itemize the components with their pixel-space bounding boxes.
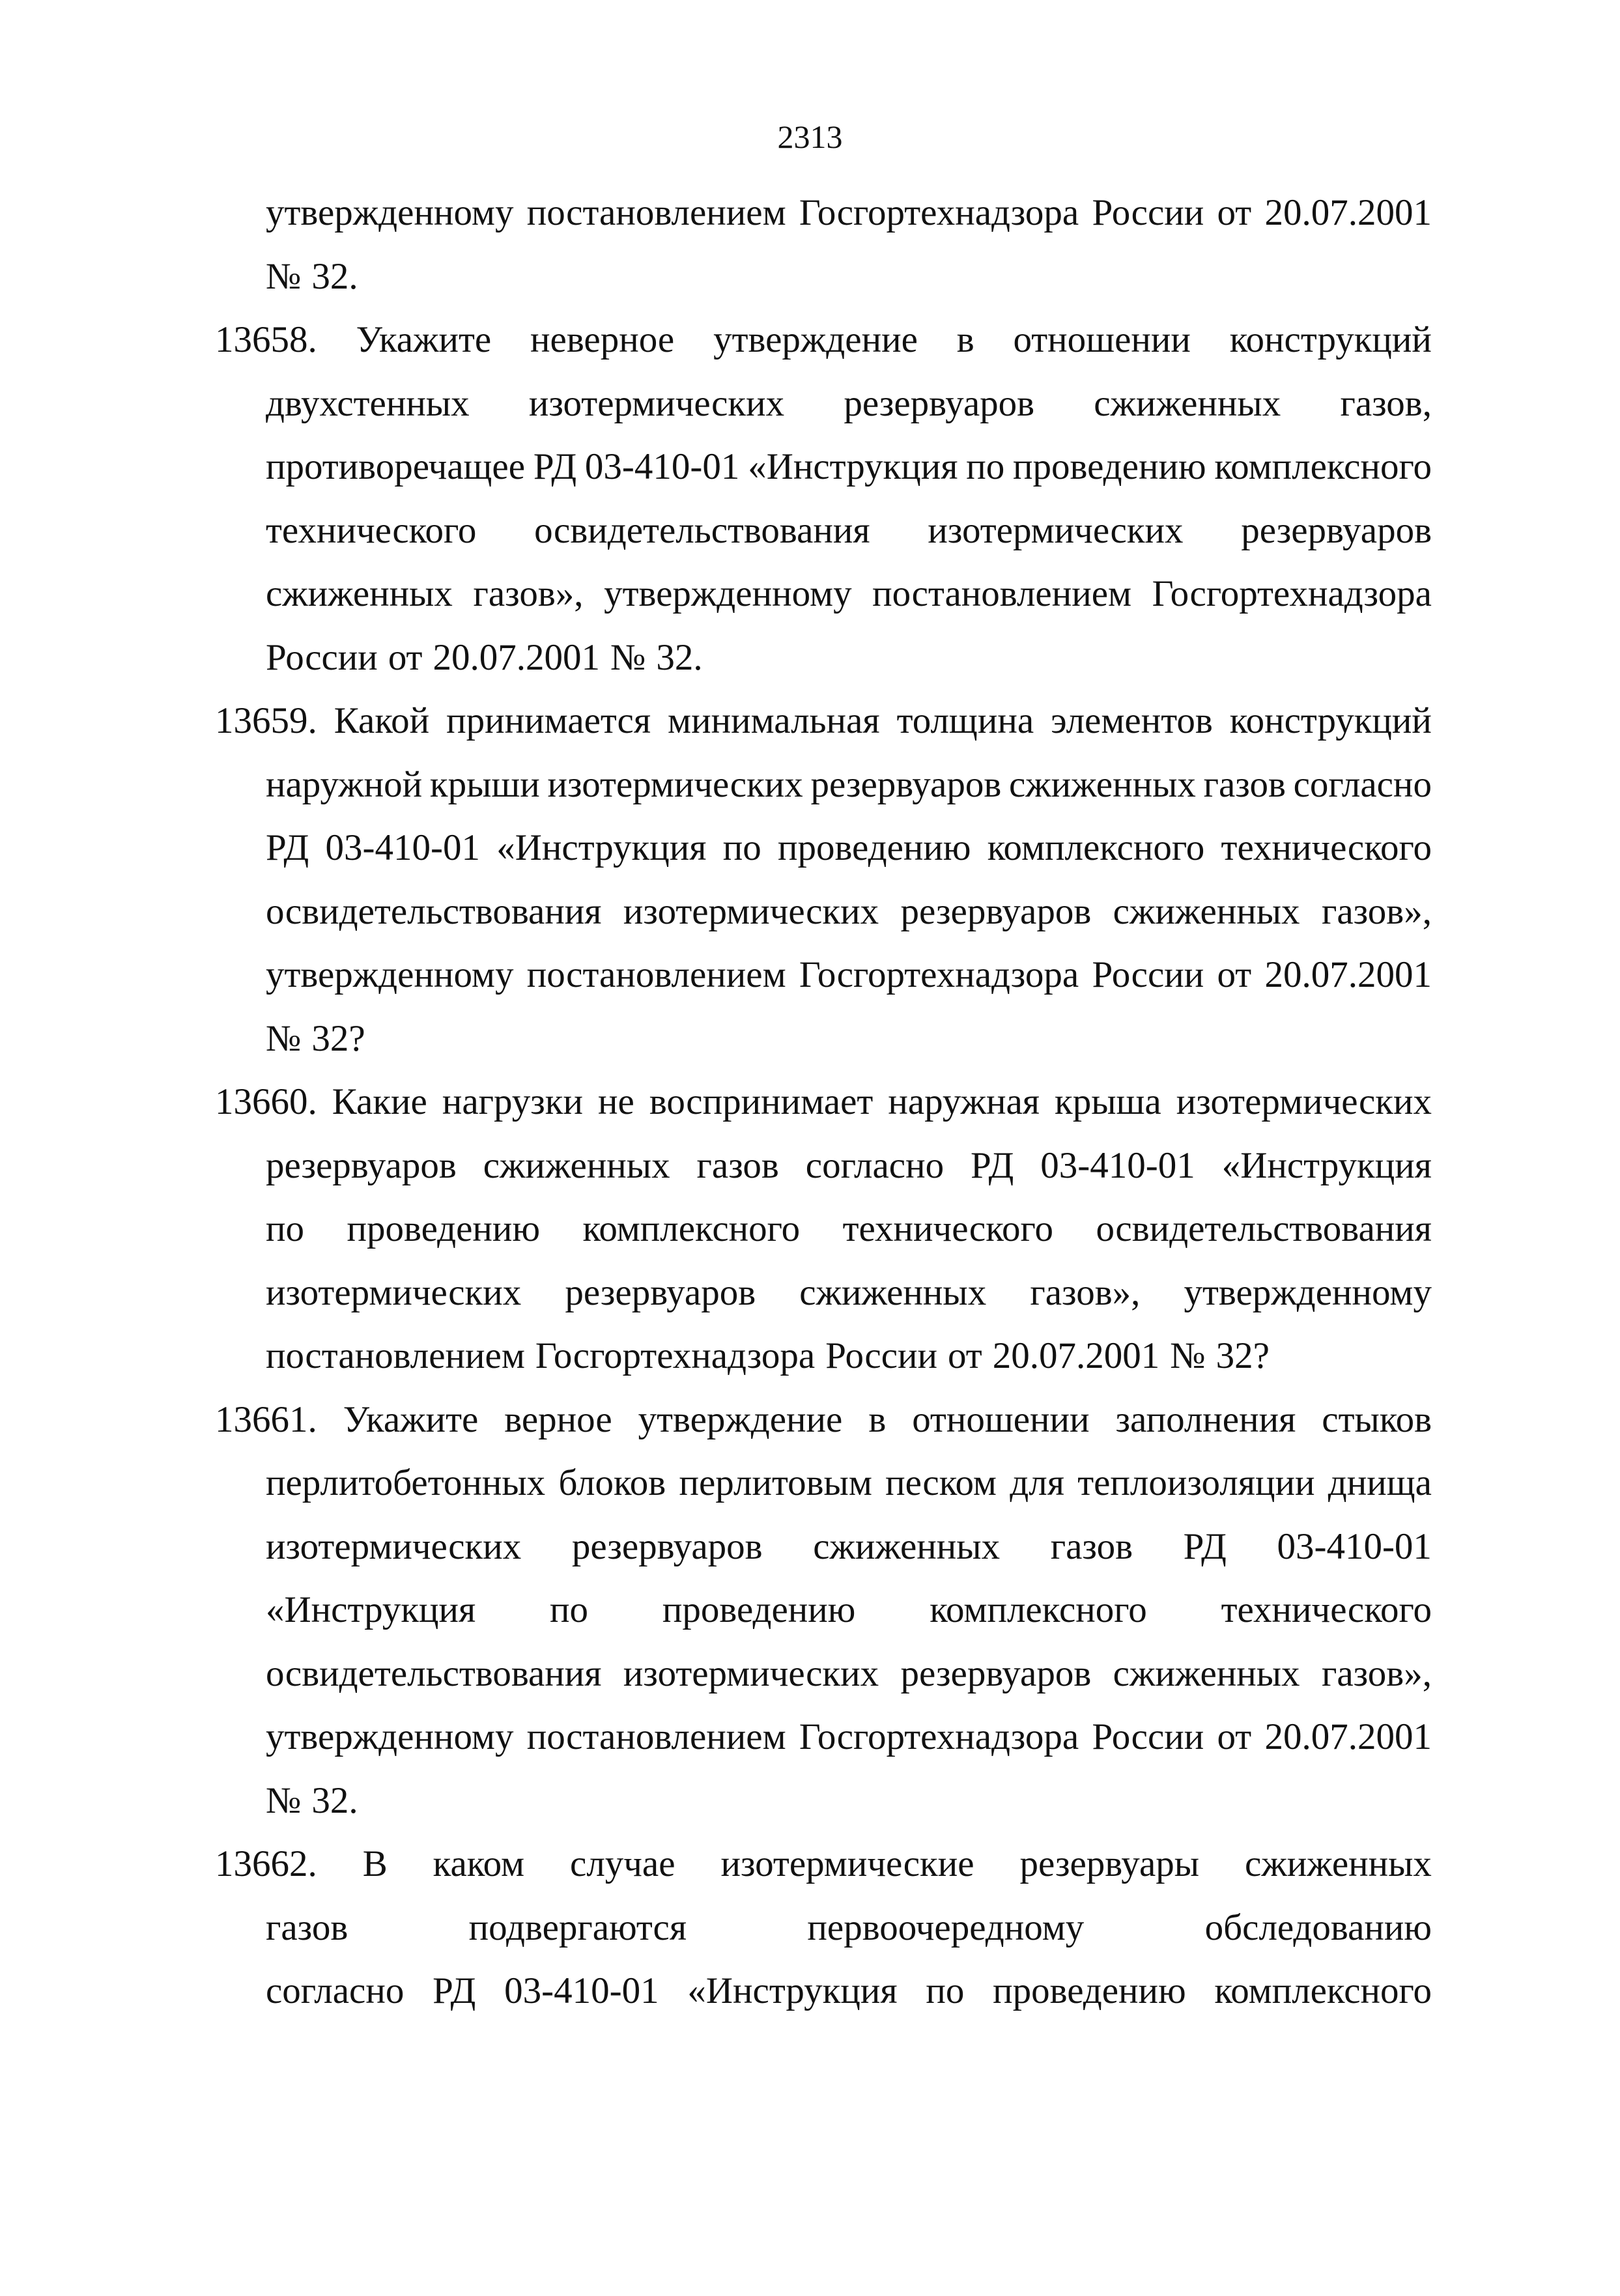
- word: утвержденному: [266, 954, 514, 995]
- word: перлитовым: [679, 1462, 872, 1503]
- document-body: [215, 181, 1432, 2023]
- word: в: [956, 319, 974, 360]
- word: газов»,: [1030, 1271, 1141, 1313]
- word: сжиженных: [1113, 1652, 1300, 1694]
- word: 32?: [1215, 1335, 1270, 1376]
- word: сжиженных: [483, 1144, 670, 1186]
- word: резервуаров: [565, 1271, 756, 1313]
- word: в: [868, 1398, 887, 1440]
- word: газов: [266, 1906, 348, 1948]
- word: газов: [1050, 1525, 1133, 1567]
- word: Госгортехнадзора: [535, 1335, 816, 1376]
- text-line: [215, 880, 1432, 944]
- word: сжиженных: [799, 1271, 987, 1313]
- word: наружная: [888, 1081, 1040, 1122]
- word: изотермических: [266, 1525, 522, 1567]
- word: утвержденному: [604, 573, 852, 614]
- word: стыков: [1322, 1398, 1432, 1440]
- page-number: 2313: [777, 119, 843, 155]
- text-line: [215, 753, 1432, 817]
- word: комплексного: [987, 827, 1205, 868]
- word: 03-410-01: [1040, 1144, 1195, 1186]
- word: резервуаров: [266, 1144, 457, 1186]
- word: не: [598, 1081, 634, 1122]
- word: постановлением: [526, 192, 786, 233]
- word: №: [266, 1017, 302, 1059]
- word: 32?: [311, 1017, 365, 1059]
- word: случае: [570, 1843, 675, 1884]
- text-line: [215, 245, 1432, 309]
- word: по: [966, 446, 1005, 487]
- word: сжиженных: [1008, 763, 1196, 805]
- text-line: [215, 1324, 1432, 1388]
- text-line: [215, 1070, 1432, 1134]
- word: комплексного: [1214, 446, 1432, 487]
- word: комплексного: [582, 1208, 801, 1249]
- word: проведению: [662, 1589, 856, 1630]
- word: днища: [1328, 1462, 1432, 1503]
- word: «Инструкция: [1221, 1144, 1432, 1186]
- word: по: [926, 1970, 965, 2011]
- word: технического: [1221, 1589, 1432, 1630]
- text-line: [215, 1896, 1432, 1960]
- text-line: [215, 308, 1432, 372]
- word: 03-410-01: [584, 446, 740, 487]
- text-line: [215, 372, 1432, 436]
- word: изотермических: [928, 509, 1184, 551]
- word: газов»,: [473, 573, 584, 614]
- word: неверное: [530, 319, 675, 360]
- word: подвергаются: [468, 1906, 687, 1948]
- word: «Инструкция: [266, 1589, 476, 1630]
- word: постановлением: [526, 954, 786, 995]
- word: песком: [885, 1462, 997, 1503]
- word: сжиженных: [266, 573, 453, 614]
- text-line: [215, 626, 1432, 690]
- word: газов: [696, 1144, 779, 1186]
- text-line: [215, 1261, 1432, 1325]
- word: 20.07.2001: [433, 636, 600, 678]
- word: воспринимает: [649, 1081, 874, 1122]
- word: изотермических: [623, 1652, 879, 1694]
- text-line: [215, 816, 1432, 880]
- word: утвержденному: [266, 1716, 514, 1757]
- word: для: [1010, 1462, 1064, 1503]
- word: резервуаров: [900, 890, 1092, 932]
- word: освидетельствования: [1096, 1208, 1432, 1249]
- word: от: [1217, 192, 1252, 233]
- word: верное: [504, 1398, 612, 1440]
- word: «Инструкция: [748, 446, 958, 487]
- word: 13658.: [215, 319, 317, 360]
- word: согласно: [1293, 763, 1432, 805]
- text-line: [215, 1388, 1432, 1452]
- word: утвержденному: [266, 192, 514, 233]
- word: №: [266, 1779, 302, 1821]
- word: резервуаров: [810, 763, 1002, 805]
- text-line: [215, 1959, 1432, 2023]
- word: постановлением: [526, 1716, 786, 1757]
- word: блоков: [558, 1462, 666, 1503]
- word: наружной: [266, 763, 423, 805]
- word: принимается: [446, 700, 651, 741]
- text-line: [215, 499, 1432, 563]
- word: технического: [1221, 827, 1432, 868]
- word: отношении: [1013, 319, 1191, 360]
- word: Какой: [334, 700, 430, 741]
- text-line: [215, 562, 1432, 626]
- word: постановлением: [872, 573, 1132, 614]
- word: сжиженных: [813, 1525, 1001, 1567]
- text-line: [215, 943, 1432, 1007]
- word: 32.: [311, 1779, 358, 1821]
- word: конструкций: [1229, 700, 1432, 741]
- word: крыши: [429, 763, 540, 805]
- word: резервуаров: [900, 1652, 1092, 1694]
- word: «Инструкция: [496, 827, 707, 868]
- word: Госгортехнадзора: [799, 954, 1079, 995]
- word: утверждение: [713, 319, 918, 360]
- word: минимальная: [668, 700, 880, 741]
- word: 13659.: [215, 700, 317, 741]
- word: толщина: [896, 700, 1034, 741]
- word: резервуары: [1019, 1843, 1200, 1884]
- word: от: [1217, 954, 1252, 995]
- word: изотермических: [1176, 1081, 1432, 1122]
- word: 20.07.2001: [1264, 954, 1432, 995]
- text-line: [215, 1197, 1432, 1261]
- word: технического: [842, 1208, 1053, 1249]
- word: изотермических: [623, 890, 879, 932]
- word: изотермические: [720, 1843, 974, 1884]
- word: 20.07.2001: [1264, 1716, 1432, 1757]
- word: России: [266, 636, 378, 678]
- text-line: [215, 1134, 1432, 1198]
- word: РД: [533, 446, 577, 487]
- word: конструкций: [1229, 319, 1432, 360]
- word: России: [1092, 192, 1204, 233]
- word: проведению: [993, 1970, 1186, 2011]
- word: В: [362, 1843, 388, 1884]
- word: Какие: [332, 1081, 427, 1122]
- word: заполнения: [1115, 1398, 1296, 1440]
- word: Госгортехнадзора: [799, 192, 1079, 233]
- word: постановлением: [266, 1335, 525, 1376]
- word: 32.: [311, 255, 358, 297]
- word: изотермических: [528, 382, 785, 424]
- word: крыша: [1055, 1081, 1161, 1122]
- word: по: [266, 1208, 305, 1249]
- text-line: [215, 689, 1432, 753]
- word: нагрузки: [442, 1081, 583, 1122]
- word: 03-410-01: [1277, 1525, 1432, 1567]
- word: №: [1170, 1335, 1206, 1376]
- word: изотермических: [266, 1271, 522, 1313]
- word: газов»,: [1321, 890, 1432, 932]
- word: утверждение: [638, 1398, 843, 1440]
- word: сжиженных: [1245, 1843, 1432, 1884]
- word: Укажите: [343, 1398, 479, 1440]
- word: резервуаров: [1241, 509, 1432, 551]
- word: РД: [433, 1970, 476, 2011]
- word: изотермических: [547, 763, 803, 805]
- word: 13661.: [215, 1398, 317, 1440]
- word: РД: [971, 1144, 1014, 1186]
- word: №: [610, 636, 646, 678]
- word: газов»,: [1321, 1652, 1432, 1694]
- word: 03-410-01: [325, 827, 480, 868]
- text-line: [215, 1769, 1432, 1833]
- text-line: [215, 1578, 1432, 1642]
- word: 13660.: [215, 1081, 317, 1122]
- text-line: [215, 1832, 1432, 1896]
- word: освидетельствования: [266, 890, 602, 932]
- word: проведению: [1013, 446, 1206, 487]
- word: теплоизоляции: [1077, 1462, 1315, 1503]
- text-line: [215, 435, 1432, 499]
- text-line: [215, 1642, 1432, 1706]
- word: от: [388, 636, 423, 678]
- word: от: [1217, 1716, 1252, 1757]
- word: 20.07.2001: [1264, 192, 1432, 233]
- word: газов: [1203, 763, 1286, 805]
- word: РД: [266, 827, 309, 868]
- word: сжиженных: [1113, 890, 1300, 932]
- word: Госгортехнадзора: [799, 1716, 1079, 1757]
- word: обследованию: [1204, 1906, 1432, 1948]
- word: проведению: [777, 827, 971, 868]
- word: «Инструкция: [687, 1970, 898, 2011]
- word: каком: [433, 1843, 525, 1884]
- word: №: [266, 255, 302, 297]
- word: освидетельствования: [534, 509, 870, 551]
- text-line: [215, 181, 1432, 245]
- word: России: [1092, 954, 1204, 995]
- word: технического: [266, 509, 477, 551]
- text-line: [215, 1705, 1432, 1769]
- word: 03-410-01: [504, 1970, 659, 2011]
- word: согласно: [805, 1144, 945, 1186]
- text-line: [215, 1515, 1432, 1579]
- word: газов,: [1340, 382, 1432, 424]
- word: Укажите: [356, 319, 492, 360]
- word: проведению: [347, 1208, 541, 1249]
- word: резервуаров: [571, 1525, 763, 1567]
- word: резервуаров: [844, 382, 1035, 424]
- word: отношении: [912, 1398, 1090, 1440]
- word: сжиженных: [1094, 382, 1281, 424]
- word: России: [1092, 1716, 1204, 1757]
- word: элементов: [1051, 700, 1213, 741]
- text-line: [215, 1451, 1432, 1515]
- word: России: [825, 1335, 938, 1376]
- word: согласно: [266, 1970, 405, 2011]
- word: Госгортехнадзора: [1152, 573, 1432, 614]
- word: от: [948, 1335, 982, 1376]
- word: 32.: [656, 636, 703, 678]
- word: по: [550, 1589, 589, 1630]
- word: комплексного: [1214, 1970, 1432, 2011]
- word: комплексного: [930, 1589, 1147, 1630]
- word: 13662.: [215, 1843, 317, 1884]
- text-line: [215, 1007, 1432, 1071]
- word: перлитобетонных: [266, 1462, 546, 1503]
- word: освидетельствования: [266, 1652, 602, 1694]
- word: РД: [1183, 1525, 1227, 1567]
- word: противоречащее: [266, 446, 526, 487]
- word: первоочередному: [807, 1906, 1085, 1948]
- word: 20.07.2001: [992, 1335, 1160, 1376]
- word: утвержденному: [1184, 1271, 1432, 1313]
- word: по: [722, 827, 761, 868]
- word: двухстенных: [266, 382, 470, 424]
